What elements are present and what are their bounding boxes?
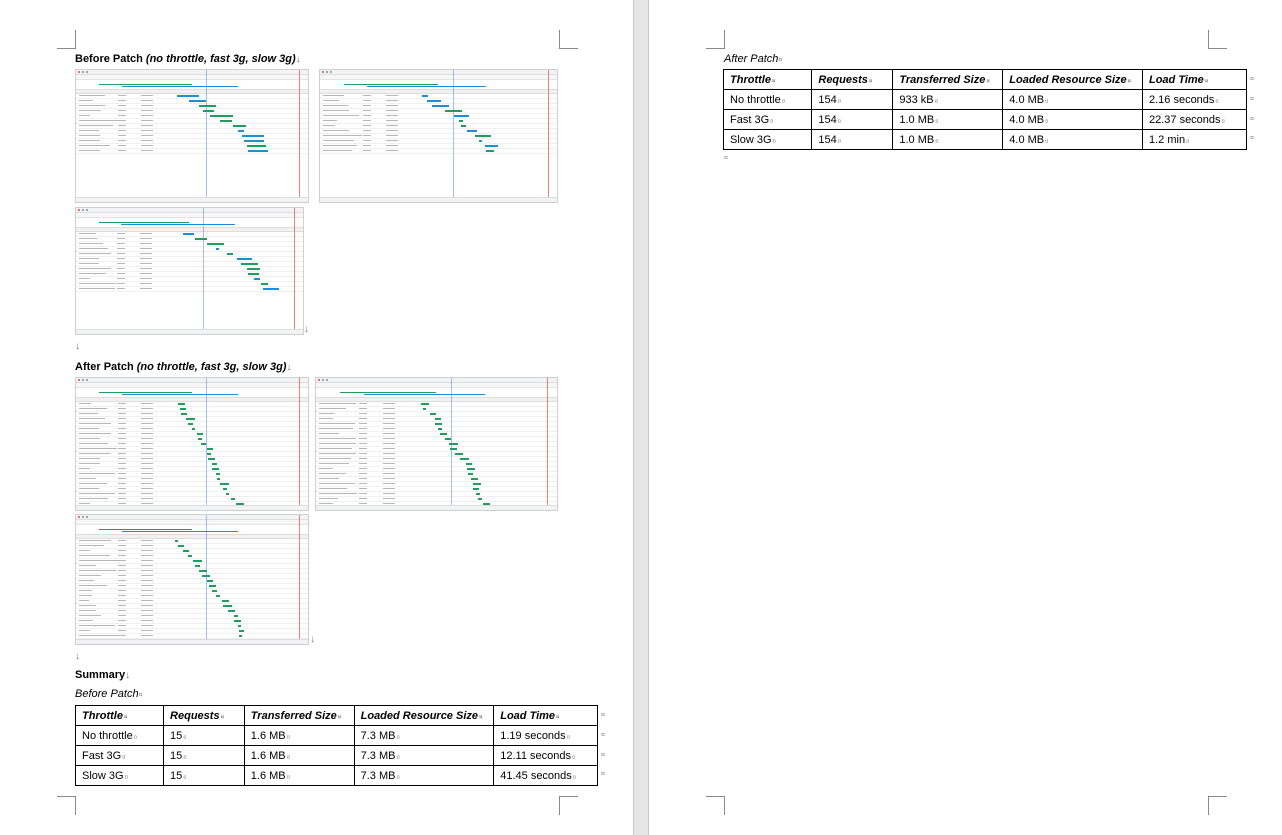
table-cell: 1.2 min¤ [1142, 130, 1246, 150]
summary-heading: Summary↓ [75, 669, 131, 681]
column-header: Load Time¤ [494, 706, 598, 726]
paragraph-mark: ↓ [75, 651, 80, 662]
table-cell: 41.45 seconds¤ [494, 766, 598, 786]
table-cell: 4.0 MB¤ [1003, 90, 1143, 110]
after-patch-heading: After Patch (no throttle, fast 3g, slow 3g)↓ [75, 361, 292, 373]
devtools-screenshot [319, 69, 558, 203]
column-header: Load Time¤ [1142, 70, 1246, 90]
table-cell: 933 kB¤ [893, 90, 1003, 110]
table-header-row [76, 706, 598, 726]
paragraph-mark: ↓ [304, 324, 309, 335]
paragraph-mark: ↓ [75, 341, 80, 352]
column-header: Loaded Resource Size¤ [354, 706, 494, 726]
devtools-screenshot [315, 377, 558, 511]
table-cell: 1.0 MB¤ [893, 110, 1003, 130]
document-page-right [649, 0, 1282, 835]
devtools-screenshot [75, 69, 309, 203]
table-cell: 1.0 MB¤ [893, 130, 1003, 150]
table-cell: 15¤ [164, 766, 245, 786]
table-cell: 154¤ [812, 90, 893, 110]
table-cell: Slow 3G¤ [76, 766, 164, 786]
table-row [724, 130, 1247, 150]
page-gutter [633, 0, 649, 835]
paragraph-mark: ↓ [310, 634, 315, 645]
column-header: Requests¤ [812, 70, 893, 90]
devtools-screenshot [75, 377, 309, 511]
column-header: Transferred Size¤ [893, 70, 1003, 90]
table-header-row [724, 70, 1247, 90]
column-header: Transferred Size¤ [244, 706, 354, 726]
row-mark: ¤ [1250, 116, 1254, 123]
crop-mark [559, 796, 578, 815]
table-cell: Fast 3G¤ [724, 110, 812, 130]
table-cell: 7.3 MB¤ [354, 746, 494, 766]
before-patch-heading: Before Patch (no throttle, fast 3g, slow 3g)↓ [75, 53, 301, 65]
table-cell: 12.11 seconds¤ [494, 746, 598, 766]
crop-mark [57, 30, 76, 49]
table-cell: 1.6 MB¤ [244, 766, 354, 786]
row-mark: ¤ [1250, 76, 1254, 83]
devtools-screenshot [75, 207, 304, 335]
after-patch-table [723, 69, 1247, 150]
devtools-screenshot [75, 514, 309, 645]
table-cell: 7.3 MB¤ [354, 726, 494, 746]
table-cell: 15¤ [164, 726, 245, 746]
table-cell: No throttle¤ [76, 726, 164, 746]
column-header: Throttle¤ [724, 70, 812, 90]
crop-mark [559, 30, 578, 49]
row-mark: ¤ [1250, 135, 1254, 142]
after-patch-label: After Patch¤ [724, 53, 783, 65]
table-cell: 15¤ [164, 746, 245, 766]
table-row [76, 766, 598, 786]
before-patch-table [75, 705, 598, 786]
table-cell: 1.6 MB¤ [244, 746, 354, 766]
table-cell: 154¤ [812, 130, 893, 150]
table-cell: 1.19 seconds¤ [494, 726, 598, 746]
table-cell: 4.0 MB¤ [1003, 130, 1143, 150]
table-cell: No throttle¤ [724, 90, 812, 110]
table-cell: Fast 3G¤ [76, 746, 164, 766]
crop-mark [706, 796, 725, 815]
crop-mark [1208, 30, 1227, 49]
table-cell: 22.37 seconds¤ [1142, 110, 1246, 130]
table-cell: Slow 3G¤ [724, 130, 812, 150]
table-row [76, 746, 598, 766]
row-mark: ¤ [601, 752, 605, 759]
table-cell: 7.3 MB¤ [354, 766, 494, 786]
table-row [724, 110, 1247, 130]
row-mark: ¤ [1250, 96, 1254, 103]
column-header: Requests¤ [164, 706, 245, 726]
before-patch-label: Before Patch¤ [75, 688, 143, 700]
table-row [76, 726, 598, 746]
row-mark: ¤ [601, 732, 605, 739]
table-cell: 154¤ [812, 110, 893, 130]
table-row [724, 90, 1247, 110]
column-header: Loaded Resource Size¤ [1003, 70, 1143, 90]
crop-mark [1208, 796, 1227, 815]
paragraph-mark: ¤ [724, 155, 728, 162]
document-page-left [0, 0, 633, 835]
row-mark: ¤ [601, 712, 605, 719]
column-header: Throttle¤ [76, 706, 164, 726]
row-mark: ¤ [601, 771, 605, 778]
crop-mark [57, 796, 76, 815]
table-cell: 4.0 MB¤ [1003, 110, 1143, 130]
crop-mark [706, 30, 725, 49]
table-cell: 1.6 MB¤ [244, 726, 354, 746]
table-cell: 2.16 seconds¤ [1142, 90, 1246, 110]
